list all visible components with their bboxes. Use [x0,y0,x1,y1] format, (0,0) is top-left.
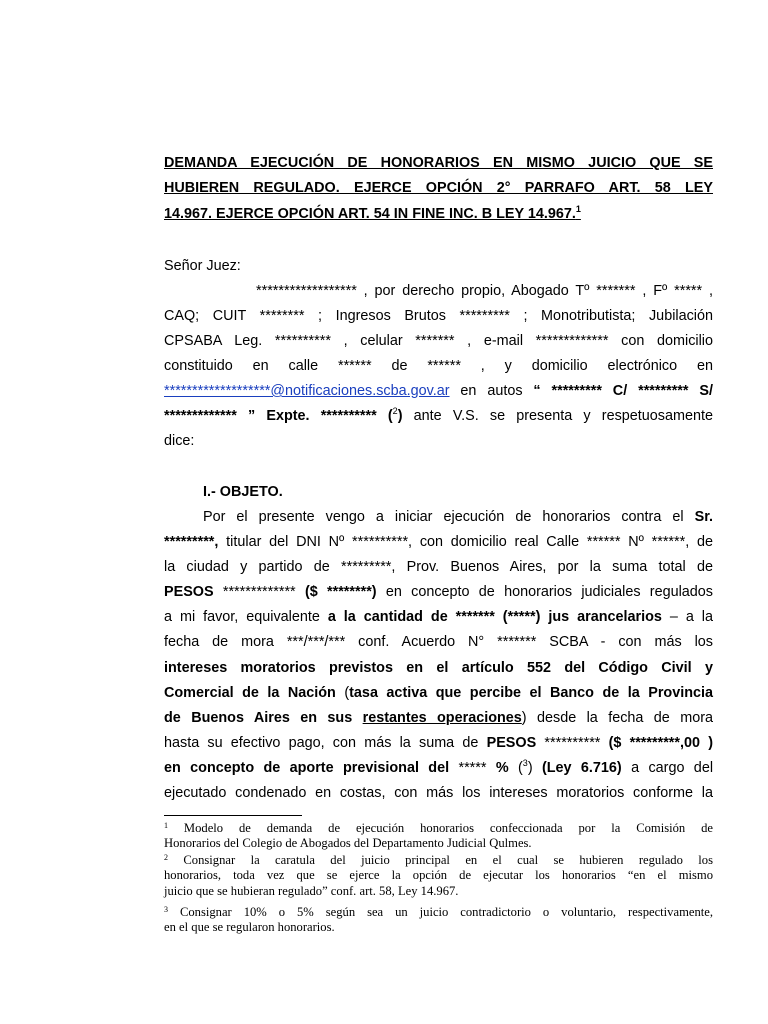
body-line-4: PESOS ************* ($ ********) en concepto de honorarios judiciales regulados [164,584,713,600]
intro-line-2: CAQ; CUIT ******** ; Ingresos Brutos ********* ; Monotributista; Jubilación [164,308,713,324]
footnote-separator [164,815,302,816]
footnote-ref-3[interactable]: 3 [522,758,528,768]
intro-line-5: *******************@notificaciones.scba.gov.ar en autos “ ********* C/ ********* S/ [164,383,713,399]
body-line-6: fecha de mora ***/***/*** conf. Acuerdo N° ******* SCBA - con más los [164,634,713,650]
footnote-3-line-1: $^3$ Consignar 10% o 5% según sea un juicio contradictorio o voluntario, respectivamente, [164,905,713,919]
footnote-ref-1[interactable]: 1 [575,204,581,214]
body-line-2: *********, titular del DNI Nº **********, con domicilio real Calle ****** Nº ******, de [164,534,713,550]
salutation: Señor Juez: [164,258,241,274]
footnote-ref-2[interactable]: 2 [392,406,398,416]
title-line-2: HUBIEREN REGULADO. EJERCE OPCIÓN 2° PARRAFO ART. 58 LEY [164,180,713,196]
footnote-1-line-1: $^1$ Modelo de demanda de ejecución honorarios confeccionada por la Comisión de [164,821,713,835]
body-line-12: ejecutado condenado en costas, con más los intereses moratorios conforme la [164,785,713,801]
body-line-10: hasta su efectivo pago, con más la suma de PESOS ********** ($ *********,00 ) [164,735,714,751]
intro-line-3: CPSABA Leg. ********** , celular ******* , e-mail ************* con domicilio [164,333,713,349]
intro-line-1: ****************** , por derecho propio, Abogado Tº ******* , Fº ***** , [256,283,713,299]
electronic-address-link[interactable]: *******************@notificaciones.scba.gov.ar [164,383,450,399]
footnote-1-line-2: Honorarios del Colegio de Abogados del Departamento Judicial Qulmes. [164,836,532,850]
body-line-7: intereses moratorios previstos en el artículo 552 del Código Civil y [164,660,713,676]
body-line-9: de Buenos Aires en sus restantes operaciones) desde la fecha de mora [164,710,713,726]
body-line-11: en concepto de aporte previsional del ***** % ($^3$) (Ley 6.716) a cargo del [164,758,714,776]
body-line-5: a mi favor, equivalente a la cantidad de ******* (*****) jus arancelarios – a la [164,609,713,625]
body-line-1: Por el presente vengo a iniciar ejecución de honorarios contra el Sr. [203,509,713,525]
intro-line-4: constituido en calle ****** de ****** , y domicilio electrónico en [164,358,713,374]
footnote-2-line-3: juicio que se hubieran regulado” conf. art. 58, Ley 14.967. [164,884,459,898]
title-line-3: 14.967. EJERCE OPCIÓN ART. 54 IN FINE INC. B LEY 14.967.$^1$ [164,204,581,222]
intro-line-6: ************* ” Expte. ********** ($^2$) ante V.S. se presenta y respetuosamente [164,406,713,424]
footnote-2-line-2: honorarios, toda vez que se ejerce la opción de ejecutar los honorarios “en el mismo [164,868,713,882]
footnote-3-line-2: en el que se regularon honorarios. [164,920,335,934]
body-line-8: Comercial de la Nación (tasa activa que percibe el Banco de la Provincia [164,685,714,701]
title-line-1: DEMANDA EJECUCIÓN DE HONORARIOS EN MISMO JUICIO QUE SE [164,155,713,171]
body-line-3: la ciudad y partido de *********, Prov. Buenos Aires, por la suma total de [164,559,713,575]
section-heading-objeto: I.- OBJETO. [203,484,283,500]
footnote-2-line-1: $^2$ Consignar la caratula del juicio principal en el cual se hubieren regulado los [164,853,713,867]
intro-line-7: dice: [164,433,195,449]
